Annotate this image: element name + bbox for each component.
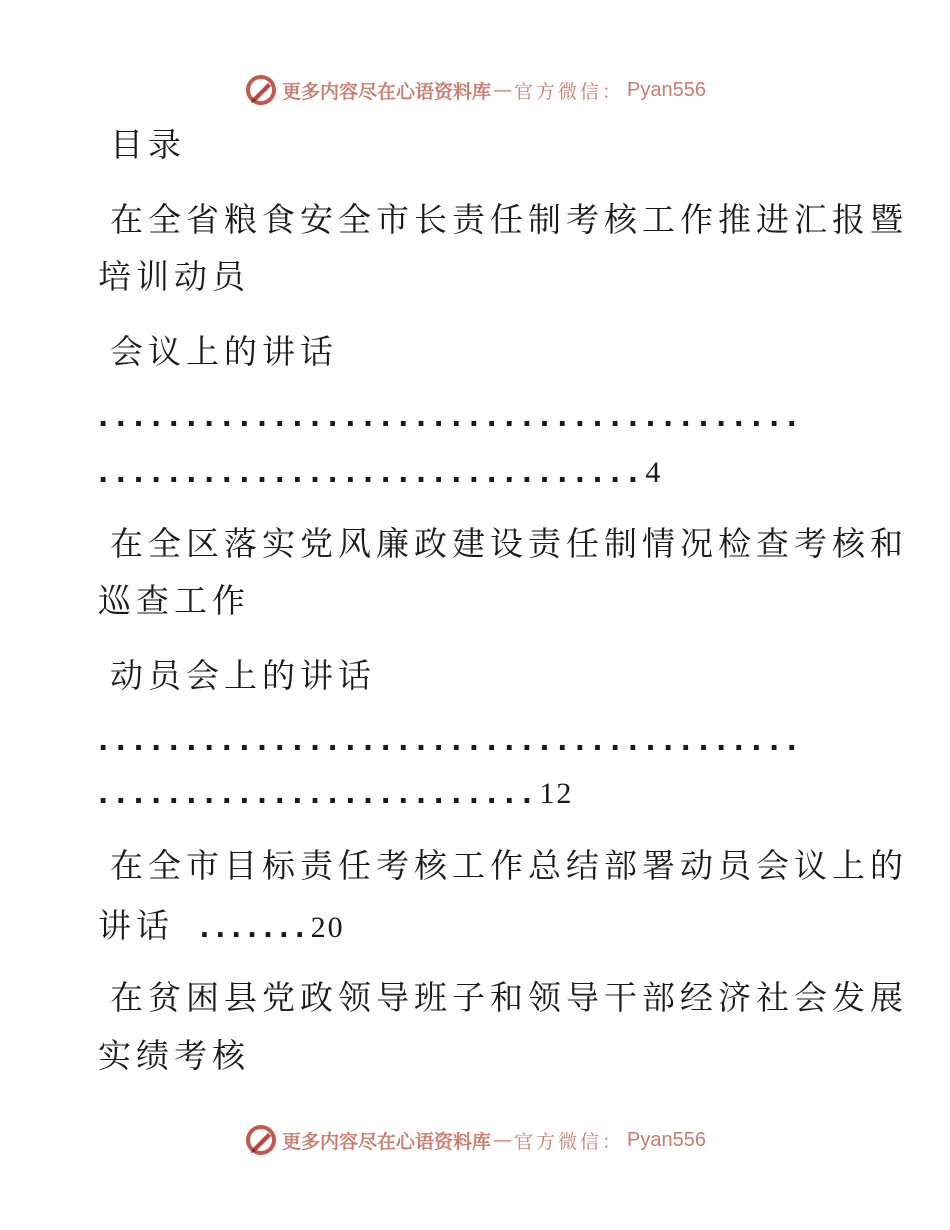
header-wechat-id: Pyan556 bbox=[627, 78, 706, 101]
toc-entry1-leader-dots-2: ............................... bbox=[98, 458, 646, 489]
footer-banner bbox=[0, 1120, 950, 1160]
toc-entry3-page: 20 bbox=[310, 911, 345, 944]
toc-entry3-leader-dots: ....... bbox=[199, 914, 311, 944]
toc-entry1-page: 4 bbox=[645, 456, 663, 489]
pen-logo-icon bbox=[244, 1123, 278, 1157]
footer-separator: — bbox=[493, 1129, 512, 1151]
toc-entry3-line1: 在全市目标责任考核工作总结部署动员会议上的 bbox=[110, 846, 908, 885]
header-colon: ： bbox=[602, 80, 622, 103]
toc-entry4-line2: 实绩考核 bbox=[98, 1036, 250, 1075]
toc-entry2-dots-row bbox=[98, 774, 573, 814]
toc-entry4-line1: 在贫困县党政领导班子和领导干部经济社会发展 bbox=[110, 978, 908, 1017]
toc-entry2-line2: 巡查工作 bbox=[98, 581, 250, 620]
toc-entry2-leader-dots-2: ......................... bbox=[98, 779, 540, 810]
toc-entry2-leader-dots: ........................................ bbox=[98, 726, 805, 757]
footer-wechat-id: Pyan556 bbox=[627, 1128, 706, 1151]
toc-entry2-line3: 动员会上的讲话 bbox=[110, 656, 376, 695]
toc-entry1-dots-row bbox=[98, 453, 662, 493]
toc-entry1-line1: 在全省粮食安全市长责任制考核工作推进汇报暨 bbox=[110, 200, 908, 239]
header-banner bbox=[0, 70, 950, 110]
footer-colon: ： bbox=[602, 1130, 622, 1153]
toc-title: 目录 bbox=[110, 125, 186, 164]
toc-entry3-line2 bbox=[98, 906, 345, 946]
header-separator: — bbox=[493, 79, 512, 101]
toc-entry3-line2-text: 讲话 bbox=[98, 906, 174, 945]
footer-site-text: 更多内容尽在心语资料库 bbox=[281, 1130, 491, 1153]
toc-entry1-line3: 会议上的讲话 bbox=[110, 332, 338, 371]
toc-entry2-line1: 在全区落实党风廉政建设责任制情况检查考核和 bbox=[110, 524, 908, 563]
header-wechat-label: 官方微信 bbox=[514, 80, 603, 103]
header-site-text: 更多内容尽在心语资料库 bbox=[281, 80, 491, 103]
toc-entry1-line2: 培训动员 bbox=[98, 257, 250, 296]
pen-logo-icon bbox=[244, 73, 278, 107]
toc-entry1-leader-dots: ........................................ bbox=[98, 402, 805, 433]
footer-wechat-label: 官方微信 bbox=[514, 1130, 603, 1153]
toc-entry2-page: 12 bbox=[539, 777, 574, 810]
